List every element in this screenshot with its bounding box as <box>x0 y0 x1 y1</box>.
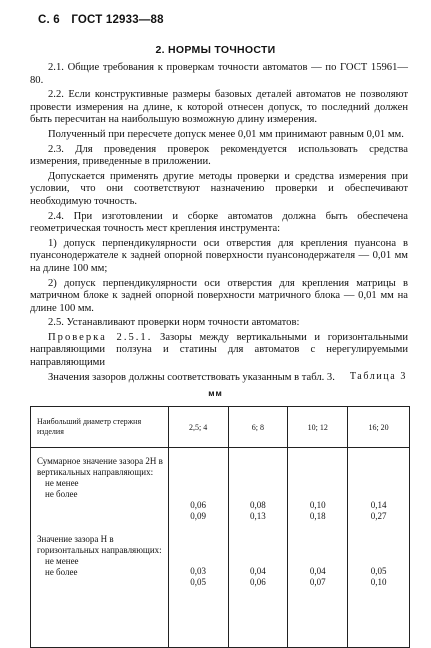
table-cell: 0,10 <box>370 577 387 587</box>
paragraph: 2.4. При изготовлении и сборке автоматов должна быть обеспечена геометрическая точность мест крепления инструмента: <box>30 210 408 235</box>
paragraph: 2.5. Устанавливают проверки норм точности автоматов: <box>48 317 300 329</box>
paragraph: Допускается применять другие методы проверки и средства измерения при условии, что они соответствуют назначению проверки и обеспечивают необходимую точность. <box>30 170 408 207</box>
table-header-row <box>31 407 410 448</box>
page-header <box>38 14 172 26</box>
value-column <box>288 448 348 648</box>
table-cell: 0,04 <box>309 566 326 576</box>
value-column <box>168 448 228 648</box>
table-cell: 0,06 <box>190 500 206 510</box>
paragraph: 2.1. Общие требования к проверкам точности автоматов — по ГОСТ 15961—80. <box>30 62 408 86</box>
row-label: не менее <box>45 556 79 566</box>
table-cell: 0,10 <box>309 500 326 510</box>
column-header: 6; 8 <box>228 407 288 448</box>
table-cell: 0,05 <box>370 566 387 576</box>
paragraph: 2.3. Для проведения проверок рекомендуется использовать средства измерения, приведенные в приложении. <box>30 143 408 168</box>
standard-code: ГОСТ 12933—88 <box>71 14 164 26</box>
clearance-table <box>30 406 410 648</box>
column-header: 10; 12 <box>288 407 348 448</box>
header-name-cell: Наибольший диаметр стержня изделия <box>31 407 169 448</box>
row-label: не более <box>45 567 78 577</box>
table-cell: 0,06 <box>250 577 266 587</box>
table-cell: 0,13 <box>250 511 266 521</box>
row-label: не менее <box>45 478 79 488</box>
table-cell: 0,04 <box>250 566 266 576</box>
table-body-row <box>31 448 410 648</box>
final-paragraph: Значения зазоров должны соответствовать указанным в табл. 3. <box>48 371 335 383</box>
column-header: 2,5; 4 <box>168 407 228 448</box>
table-cell: 0,07 <box>309 577 326 587</box>
paragraph: Полученный при пересчете допуск менее 0,01 мм принимают равным 0,01 мм. <box>48 128 404 140</box>
column-header: 16; 20 <box>348 407 410 448</box>
check-text: Зазоры между вертикальными и горизонтальными направляющими ползуна и статины для автоматов с нерегулируемыми направляющими <box>30 331 409 369</box>
paragraph: 2) допуск перпендикулярности оси отверстия для крепления матрицы в матричном блоке к задней опорной поверхности матричного блока — 0,01 мм на длине 100 мм. <box>30 277 408 314</box>
table-cell: 0,18 <box>309 511 326 521</box>
value-column <box>348 448 410 648</box>
table-caption: Таблица 3 <box>349 371 407 382</box>
section-title: 2. НОРМЫ ТОЧНОСТИ <box>155 44 276 56</box>
paragraph: 2.2. Если конструктивные размеры базовых деталей автоматов не позволяют провести измерения на длине, к которой отнесен допуск, то последний должен быть пересчитан на наибольшую возможную длину измерения. <box>30 89 408 126</box>
value-column <box>228 448 288 648</box>
check-label: Проверка 2.5.1. <box>48 331 153 343</box>
check-paragraph <box>30 332 408 370</box>
table-cell: 0,05 <box>190 577 206 587</box>
table-cell: 0,09 <box>190 511 206 521</box>
table-unit: мм <box>208 388 223 398</box>
table-cell: 0,08 <box>250 500 266 510</box>
table-cell: 0,27 <box>370 511 387 521</box>
table-cell: 0,03 <box>190 566 206 576</box>
page-number: С. 6 <box>38 14 60 26</box>
table-cell: 0,14 <box>370 500 387 510</box>
body-text <box>30 62 408 386</box>
row-label: не более <box>45 489 78 499</box>
paragraph: 1) допуск перпендикулярности оси отверстия для крепления пуансона в пуансонодержателе к задней опорной поверхности пуансонодержателя — 0,01 мм на длине 100 мм; <box>30 237 408 274</box>
group-title: Значение зазора H в горизонтальных направляющих: <box>37 534 162 555</box>
group-title: Суммарное значение зазора 2H в вертикальных направляющих: <box>37 456 163 477</box>
row-labels-cell <box>31 448 169 648</box>
